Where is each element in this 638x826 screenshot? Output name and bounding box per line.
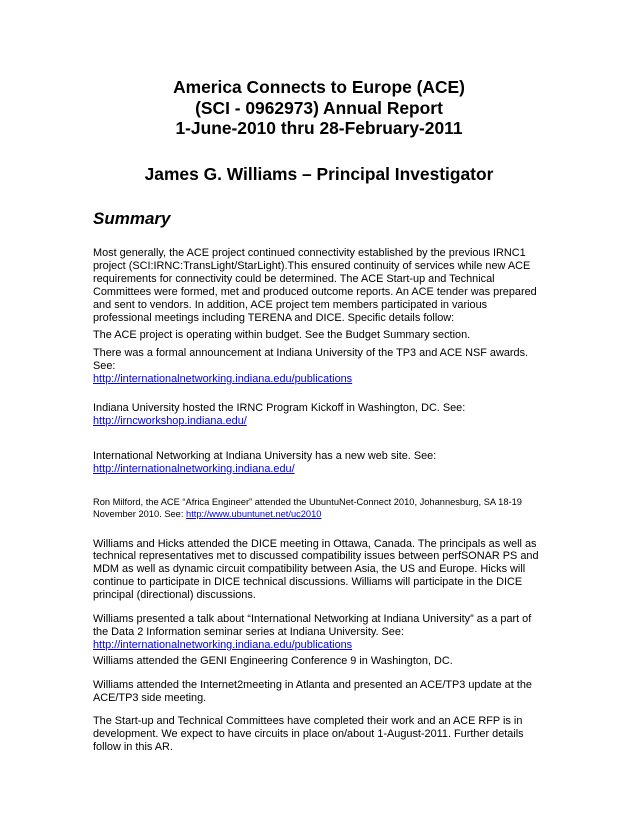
irnc-kickoff-text: Indiana University hosted the IRNC Program Kickoff in Washington, DC. See: (93, 402, 466, 415)
summary-body (93, 247, 545, 754)
title-line-2: (SCI - 0962973) Annual Report (195, 97, 443, 118)
principal-investigator-line: James G. Williams – Principal Investigator (144, 164, 494, 184)
summary-heading: Summary (93, 209, 171, 228)
paragraph-irnc-kickoff (93, 402, 545, 428)
publications-link[interactable]: http://internationalnetworking.indiana.edu/publications (93, 373, 353, 386)
title-line-3: 1-June-2010 thru 28-February-2011 (175, 118, 463, 138)
title-line-1: America Connects to Europe (ACE) (173, 77, 465, 97)
paragraph-dice-meeting: Williams and Hicks attended the DICE meeting in Ottawa, Canada. The principals as well as technical representatives met to discussed compatibility issues between perfSONAR PS and MDM as well as dynamic circuit compatibility between Asia, the US and Europe. Hicks will continue to participate in DICE technical discussions. Williams will participate in the DICE principal (directional) discussions. (93, 537, 539, 602)
ubuntunet-text: Ron Milford, the ACE “Africa Engineer” attended the UbuntuNet-Connect 2010, Johannesburg, SA 18-19 November 2010. See: (93, 496, 522, 520)
paragraph-budget: The ACE project is operating within budget. See the Budget Summary section. (93, 329, 471, 342)
paragraph-overview: Most generally, the ACE project continued connectivity established by the previous IRNC1 project (SCI:IRNC:TransLight/StarLight).This ensured continuity of services while new ACE requirements for connectivity could be determined. The ACE Start-up and Technical Committees were formed, met and produced outcome reports. An ACE tender was prepared and sent to vendors. In addition, ACE project tem members participated in various professional meetings including TERENA and DICE. Specific details follow: (93, 247, 537, 324)
seminar-talk-text: Williams presented a talk about “International Networking at Indiana University” as a part of the Data 2 Information seminar series at Indiana University. See: (93, 613, 532, 638)
paragraph-internet2: Williams attended the Internet2meeting in Atlanta and presented an ACE/TP3 update at the ACE/TP3 side meeting. (93, 678, 532, 704)
paragraph-new-website (93, 450, 545, 476)
international-networking-link[interactable]: http://internationalnetworking.indiana.edu/ (93, 462, 295, 475)
irnc-workshop-link[interactable]: http://irncworkshop.indiana.edu/ (93, 414, 247, 427)
ubuntunet-link[interactable]: http://www.ubuntunet.net/uc2010 (186, 509, 322, 520)
new-website-text: International Networking at Indiana University has a new web site. See: (93, 449, 437, 462)
seminar-publications-link[interactable]: http://internationalnetworking.indiana.edu/publications (93, 638, 353, 651)
report-title (0, 77, 638, 139)
paragraph-committees: The Start-up and Technical Committees have completed their work and an ACE RFP is in development. We expect to have circuits in place on/about 1-August-2011. Further details follow in this AR. (93, 715, 524, 754)
announcement-text: There was a formal announcement at Indiana University of the TP3 and ACE NSF awards. See: (93, 347, 529, 373)
paragraph-geni: Williams attended the GENI Engineering Conference 9 in Washington, DC. (93, 654, 453, 667)
paragraph-ubuntunet (93, 496, 545, 521)
paragraph-announcement (93, 347, 545, 386)
paragraph-seminar-talk (93, 613, 545, 652)
